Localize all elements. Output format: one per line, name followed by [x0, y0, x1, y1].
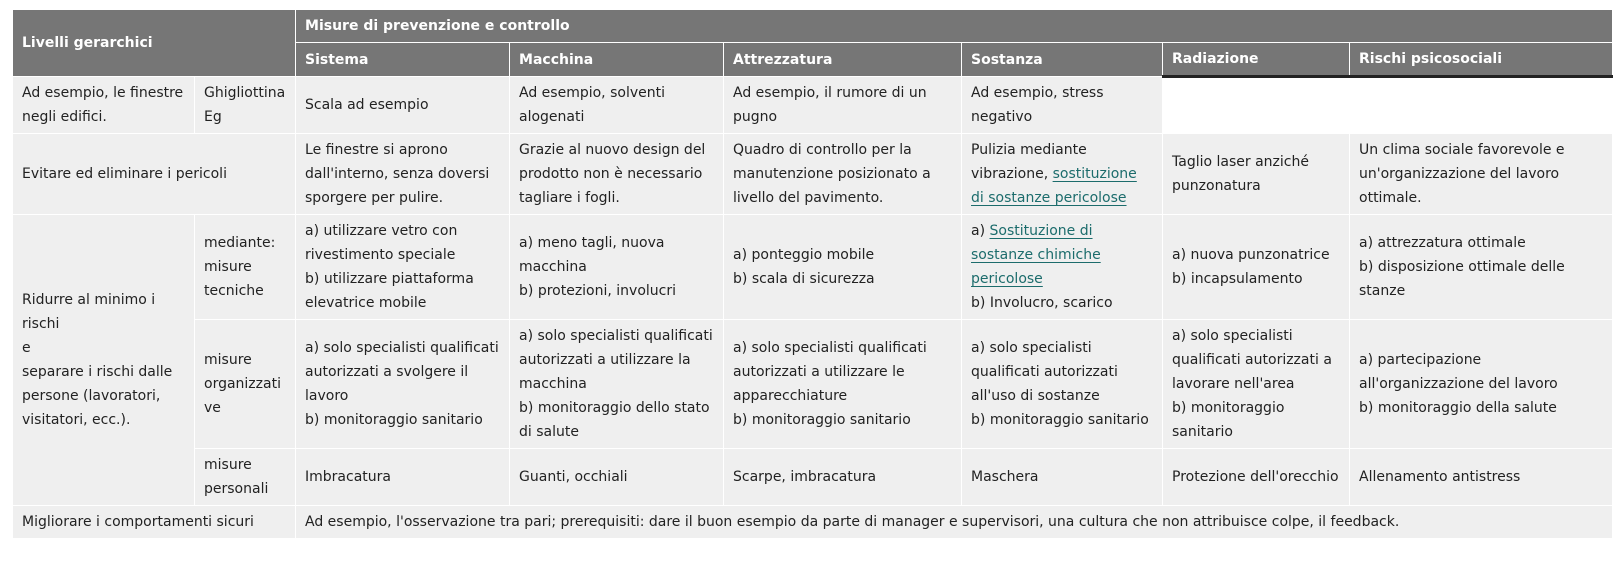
technical-sistema-a: a) utilizzare vetro con rivestimento speciale	[305, 223, 458, 263]
header-measures: Misure di prevenzione e controllo	[296, 10, 1613, 43]
organizational-radiazione-a: a) solo specialisti qualificati autorizzati a lavorare nell'area	[1172, 328, 1332, 392]
cell-example-sublevel: Ghigliottina Eg	[195, 77, 296, 134]
technical-attrezzatura-b: b) scala di sicurezza	[733, 271, 875, 287]
reduce-level-line-1: Ridurre al minimo i rischi	[22, 292, 156, 332]
table-row-personal	[13, 449, 1613, 506]
cell-technical-label: mediante: misure tecniche	[195, 215, 296, 320]
prevention-measures-table	[12, 9, 1613, 539]
cell-example-sistema: Scala ad esempio	[296, 77, 510, 134]
header-col-sostanza: Sostanza	[962, 43, 1163, 77]
header-col-radiazione: Radiazione	[1163, 43, 1350, 77]
technical-radiazione-b: b) incapsulamento	[1172, 271, 1303, 287]
cell-organizational-sostanza	[962, 320, 1163, 449]
link-sostituzione-sostanze-chimiche[interactable]: Sostituzione di sostanze chimiche pericolose	[971, 223, 1101, 287]
technical-sostanza-prefix: a)	[971, 223, 990, 239]
reduce-level-line-2: e	[22, 340, 31, 356]
technical-macchina-b: b) protezioni, involucri	[519, 283, 677, 299]
cell-example-sostanza: Ad esempio, stress negativo	[962, 77, 1163, 134]
organizational-radiazione-b: b) monitoraggio sanitario	[1172, 400, 1285, 440]
organizational-macchina-b: b) monitoraggio dello stato di salute	[519, 400, 710, 440]
cell-organizational-psicosociali	[1350, 320, 1613, 449]
cell-personal-macchina: Guanti, occhiali	[510, 449, 724, 506]
cell-avoid-attrezzatura: Quadro di controllo per la manutenzione posizionato a livello del pavimento.	[724, 134, 962, 215]
cell-personal-radiazione: Protezione dell'orecchio	[1163, 449, 1350, 506]
cell-personal-psicosociali: Allenamento antistress	[1350, 449, 1613, 506]
technical-sostanza-a	[971, 219, 1153, 291]
cell-organizational-macchina	[510, 320, 724, 449]
organizational-attrezzatura-a: a) solo specialisti qualificati autorizzati a utilizzare le apparecchiature	[733, 340, 927, 404]
table-row-organizational	[13, 320, 1613, 449]
header-col-macchina: Macchina	[510, 43, 724, 77]
cell-avoid-radiazione: Taglio laser anziché punzonatura	[1163, 134, 1350, 215]
organizational-psicosociali-a: a) partecipazione all'organizzazione del lavoro	[1359, 352, 1558, 392]
cell-technical-attrezzatura	[724, 215, 962, 320]
header-levels: Livelli gerarchici	[13, 10, 296, 77]
cell-organizational-attrezzatura	[724, 320, 962, 449]
cell-technical-psicosociali	[1350, 215, 1613, 320]
table-row-behaviour	[13, 506, 1613, 539]
cell-technical-sostanza	[962, 215, 1163, 320]
cell-avoid-sostanza-text: Pulizia mediante vibrazione,	[971, 142, 1087, 182]
header-col-psicosociali: Rischi psicosociali	[1350, 43, 1613, 77]
cell-organizational-label: misure organizzative	[195, 320, 296, 449]
table-row-avoid	[13, 134, 1613, 215]
cell-technical-macchina	[510, 215, 724, 320]
technical-sistema-b: b) utilizzare piattaforma elevatrice mobile	[305, 271, 474, 311]
cell-example-level: Ad esempio, le finestre negli edifici.	[13, 77, 195, 134]
organizational-sostanza-b: b) monitoraggio sanitario	[971, 412, 1149, 428]
cell-avoid-macchina: Grazie al nuovo design del prodotto non è necessario tagliare i fogli.	[510, 134, 724, 215]
cell-avoid-sostanza	[962, 134, 1163, 215]
cell-technical-sistema	[296, 215, 510, 320]
link-sostituzione-sostanze-pericolose[interactable]: sostituzione di sostanze pericolose	[971, 166, 1137, 206]
technical-radiazione-a: a) nuova punzonatrice	[1172, 247, 1330, 263]
cell-avoid-sistema: Le finestre si aprono dall'interno, senza doversi sporgere per pulire.	[296, 134, 510, 215]
cell-organizational-radiazione	[1163, 320, 1350, 449]
organizational-macchina-a: a) solo specialisti qualificati autorizzati a utilizzare la macchina	[519, 328, 713, 392]
cell-example-empty	[1163, 77, 1613, 134]
cell-reduce-level	[13, 215, 195, 506]
organizational-sistema-b: b) monitoraggio sanitario	[305, 412, 483, 428]
header-row-main	[13, 10, 1613, 43]
reduce-level-line-3: separare i rischi dalle persone (lavoratori, visitatori, ecc.).	[22, 364, 173, 428]
cell-personal-sostanza: Maschera	[962, 449, 1163, 506]
technical-attrezzatura-a: a) ponteggio mobile	[733, 247, 875, 263]
header-col-sistema: Sistema	[296, 43, 510, 77]
technical-macchina-a: a) meno tagli, nuova macchina	[519, 235, 665, 275]
table-row-technical	[13, 215, 1613, 320]
cell-avoid-level: Evitare ed eliminare i pericoli	[13, 134, 296, 215]
prevention-measures-table-container	[12, 9, 1612, 539]
cell-technical-radiazione	[1163, 215, 1350, 320]
cell-personal-attrezzatura: Scarpe, imbracatura	[724, 449, 962, 506]
technical-sostanza-b: b) Involucro, scarico	[971, 295, 1113, 311]
organizational-attrezzatura-b: b) monitoraggio sanitario	[733, 412, 911, 428]
organizational-sostanza-a: a) solo specialisti qualificati autorizzati all'uso di sostanze	[971, 340, 1118, 404]
table-row-example	[13, 77, 1613, 134]
cell-personal-label: misure personali	[195, 449, 296, 506]
organizational-psicosociali-b: b) monitoraggio della salute	[1359, 400, 1557, 416]
cell-organizational-sistema	[296, 320, 510, 449]
cell-example-macchina: Ad esempio, solventi alogenati	[510, 77, 724, 134]
cell-behaviour-level: Migliorare i comportamenti sicuri	[13, 506, 296, 539]
cell-behaviour-text: Ad esempio, l'osservazione tra pari; prerequisiti: dare il buon esempio da parte di manager e supervisori, una cultura che non attribuisce colpe, il feedback.	[296, 506, 1613, 539]
technical-psicosociali-b: b) disposizione ottimale delle stanze	[1359, 259, 1565, 299]
technical-psicosociali-a: a) attrezzatura ottimale	[1359, 235, 1526, 251]
organizational-sistema-a: a) solo specialisti qualificati autorizzati a svolgere il lavoro	[305, 340, 499, 404]
header-col-attrezzatura: Attrezzatura	[724, 43, 962, 77]
cell-personal-sistema: Imbracatura	[296, 449, 510, 506]
cell-example-attrezzatura: Ad esempio, il rumore di un pugno	[724, 77, 962, 134]
cell-avoid-psicosociali: Un clima sociale favorevole e un'organizzazione del lavoro ottimale.	[1350, 134, 1613, 215]
